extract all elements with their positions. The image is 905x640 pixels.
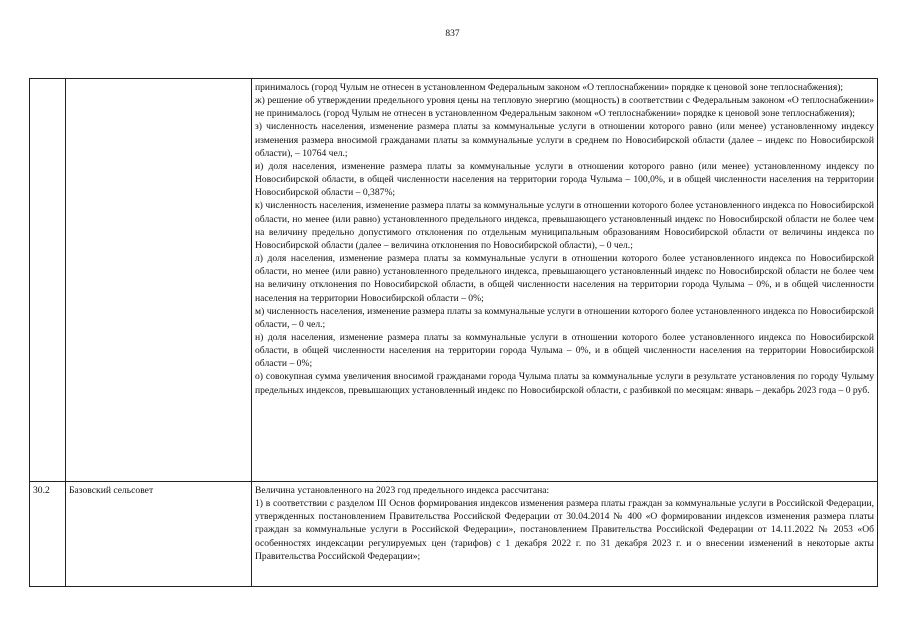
paragraph: 1) в соответствии с разделом III Основ формирования индексов изменения размера платы граждан за коммунальные услуги в Российской Федерации, утвержденных постановлением Правительства Российской Федерации от 30.04.2014 № 400 «О формировании индексов изменения размера платы граждан за коммунальные услуги в Российской Федерации», постановлением Правительства Российской Федерации от 14.11.2022 № 2053 «Об особенностях индексации регулируемых цен (тарифов) с 1 декабря 2022 г. по 31 декабря 2023 г. и о внесении изменений в некоторые акты Правительства Российской Федерации»; bbox=[255, 498, 874, 562]
paragraph: м) численность населения, изменение размера платы за коммунальные услуги в отношении которого более установленного индекса по Новосибирской области, – 0 чел.; bbox=[255, 305, 874, 330]
description-cell bbox=[252, 79, 878, 482]
paragraph: о) совокупная сумма увеличения вносимой гражданами города Чулыма платы за коммунальные услуги в результате установления по городу Чулыму предельных индексов, превышающих установленный индекс по Новосибирской области, с разбивкой по месяцам: январь – декабрь 2023 года – 0 руб. bbox=[255, 371, 874, 396]
paragraph: л) доля населения, изменение размера платы за коммунальные услуги в отношении которого более установленного индекса по Новосибирской области, но менее (или равно) установленного предельного индекса, превышающего установленный индекс по Новосибирской области не более чем на величину отклонения по Новосибирской области, в общей численности населения на территории города Чулыма – 0%, и в общей численности населения на территории Новосибирской области – 0%; bbox=[255, 253, 874, 304]
paragraph: принималось (город Чулым не отнесен в установленном Федеральным законом «О теплоснабжении» порядке к ценовой зоне теплоснабжения); bbox=[255, 82, 844, 93]
description-cell bbox=[252, 482, 878, 587]
municipality-cell bbox=[66, 79, 252, 482]
paragraph: з) численность населения, изменение размера платы за коммунальные услуги в отношении которого равно (или менее) установленному индексу изменения размера вносимой гражданами платы за коммунальные услуги в среднем по Новосибирской области (далее – индекс по Новосибирской области), – 10764 чел.; bbox=[255, 121, 874, 159]
table-row bbox=[30, 79, 878, 482]
paragraph: Величина установленного на 2023 год предельного индекса рассчитана: bbox=[255, 485, 550, 496]
table-row bbox=[30, 482, 878, 587]
document-table bbox=[29, 78, 878, 587]
paragraph: ж) решение об утверждении предельного уровня цены на тепловую энергию (мощность) в соответствии с Федеральным законом «О теплоснабжении» не принималось (город Чулым не отнесен в установленном Федеральным законом «О теплоснабжении» порядке к ценовой зоне теплоснабжения); bbox=[255, 95, 874, 120]
page-number: 837 bbox=[445, 29, 460, 39]
paragraph: и) доля населения, изменение размера платы за коммунальные услуги в отношении которого равно (или менее) установленному индексу по Новосибирской области, в общей численности населения на территории города Чулыма – 100,0%, и в общей численности населения на территории Новосибирской области – 0,387%; bbox=[255, 160, 874, 199]
paragraph: к) численность населения, изменение размера платы за коммунальные услуги в отношении которого более установленного индекса по Новосибирской области, но менее (или равно) установленного предельного индекса, превышающего установленный индекс по Новосибирской области не более чем на величину предельно допустимого отклонения по отдельным муниципальным образованиям Новосибирской области от величины индекса по Новосибирской области (далее – величина отклонения по Новосибирской области), – 0 чел.; bbox=[255, 200, 874, 251]
paragraph: н) доля населения, изменение размера платы за коммунальные услуги в отношении которого более установленного индекса по Новосибирской области, в общей численности населения на территории города Чулыма – 0%, и в общей численности населения на территории Новосибирской области – 0%; bbox=[255, 331, 874, 370]
row-number-cell: 30.2 bbox=[30, 482, 66, 587]
row-number-cell bbox=[30, 79, 66, 482]
municipality-cell: Базовский сельсовет bbox=[66, 482, 252, 587]
